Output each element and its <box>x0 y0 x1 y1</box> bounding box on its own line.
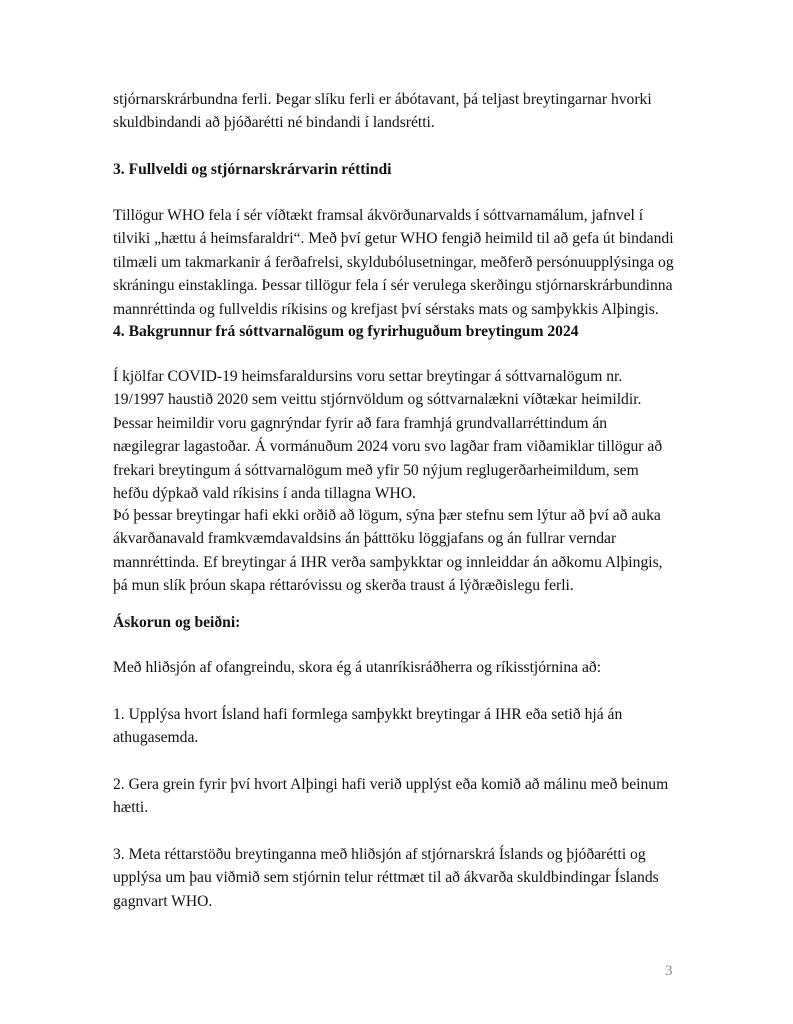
intro-paragraph <box>113 88 703 135</box>
text-line: tilmæli um takmarkanir á ferðafrelsi, skyldubólusetningar, meðferð persónuupplýsinga og <box>113 253 674 271</box>
appeal-item-1 <box>113 703 703 750</box>
text-line: 19/1997 haustið 2020 sem veittu stjórnvöldum og sóttvarnalækni víðtækar heimildir. <box>113 391 642 409</box>
section-4-paragraph-2 <box>113 504 703 598</box>
text-line: upplýsa um þau viðmið sem stjórnin telur réttmæt til að ákvarða skuldbindingar Íslands <box>113 869 659 887</box>
text-line: 1. Upplýsa hvort Ísland hafi formlega samþykkt breytingar á IHR eða setið hjá án <box>113 706 623 723</box>
text-line: frekari breytingum á sóttvarnalögum með yfir 50 nýjum reglugerðarheimildum, sem <box>113 461 639 479</box>
text-line: stjórnarskrárbundna ferli. Þegar slíku ferli er ábótavant, þá teljast breytingarnar hvorki <box>113 91 652 108</box>
text-line: hefðu dýpkað vald ríkisins í anda tillagna WHO. <box>113 484 416 502</box>
text-line: tilviki „hættu á heimsfaraldri“. Með því getur WHO fengið heimild til að gefa út bindandi <box>113 230 674 248</box>
text-line: Í kjölfar COVID-19 heimsfaraldursins voru settar breytingar á sóttvarnalögum nr. <box>113 368 623 385</box>
section-3-paragraph <box>113 204 703 321</box>
section-4-paragraph-1 <box>113 365 703 505</box>
section-4-heading: 4. Bakgrunnur frá sóttvarnalögum og fyrirhuguðum breytingum 2024 <box>113 323 579 340</box>
appeal-heading: Áskorun og beiðni: <box>113 614 241 631</box>
text-line: gagnvart WHO. <box>113 892 213 910</box>
text-line: nægilegrar lagastoðar. Á vormánuðum 2024 voru svo lagðar fram viðamiklar tillögur að <box>113 438 663 456</box>
text-line: hætti. <box>113 799 149 817</box>
text-line: mannréttinda og fullveldis ríkisins og krefjast því sérstaks mats og samþykkis Alþingis. <box>113 300 659 318</box>
text-line: 2. Gera grein fyrir því hvort Alþingi hafi verið upplýst eða komið að málinu með beinum <box>113 776 669 793</box>
page-number: 3 <box>665 963 673 979</box>
text-line: athugasemda. <box>113 729 199 747</box>
text-line: skuldbindandi að þjóðarétti né bindandi í landsrétti. <box>113 114 435 132</box>
appeal-item-2 <box>113 773 703 820</box>
appeal-item-3 <box>113 843 703 913</box>
text-line: þá mun slík þróun skapa réttaróvissu og skerða traust á lýðræðislegu ferli. <box>113 577 574 595</box>
appeal-intro: Með hliðsjón af ofangreindu, skora ég á utanríkisráðherra og ríkisstjórnina að: <box>113 659 602 676</box>
text-line: skráningu einstaklinga. Þessar tillögur fela í sér verulega skerðingu stjórnarskrárbundinna <box>113 277 673 295</box>
text-line: Þessar heimildir voru gagnrýndar fyrir að fara framhjá grundvallarréttindum án <box>113 414 608 432</box>
text-line: Tillögur WHO fela í sér víðtækt framsal ákvörðunarvalds í sóttvarnamálum, jafnvel í <box>113 207 644 224</box>
text-line: 3. Meta réttarstöðu breytinganna með hliðsjón af stjórnarskrá Íslands og þjóðarétti og <box>113 846 646 863</box>
section-3-heading: 3. Fullveldi og stjórnarskrárvarin réttindi <box>113 161 392 178</box>
text-line: ákvarðanavald framkvæmdavaldsins án þátttöku löggjafans og án fullrar verndar <box>113 530 617 548</box>
text-line: Þó þessar breytingar hafi ekki orðið að lögum, sýna þær stefnu sem lýtur að því að auka <box>113 507 661 524</box>
text-line: mannréttinda. Ef breytingar á IHR verða samþykktar og innleiddar án aðkomu Alþingis, <box>113 553 663 571</box>
